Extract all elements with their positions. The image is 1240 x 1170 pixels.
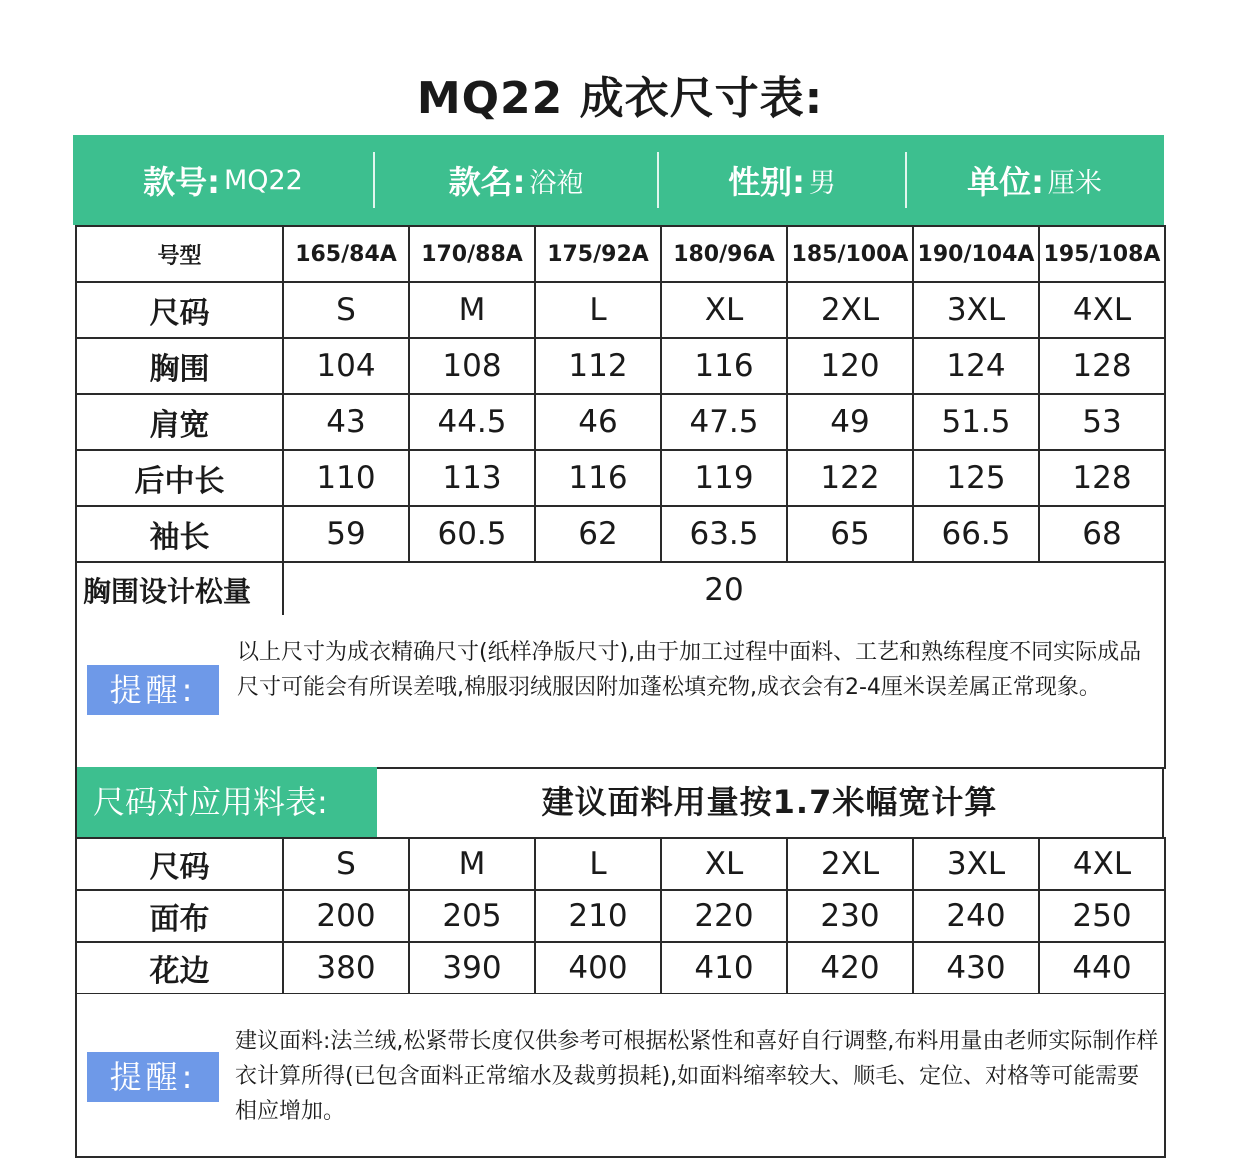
table-row: [76, 838, 1165, 890]
ease-label: 胸围设计松量: [76, 562, 283, 618]
table-cell: 210: [535, 890, 661, 942]
fabric-section-header: [75, 767, 1164, 837]
table-cell: 124: [913, 338, 1039, 394]
table-row: [76, 226, 1165, 282]
table-row: [76, 506, 1165, 562]
table-row: [76, 282, 1165, 338]
table-cell: 170/88A: [409, 226, 535, 282]
ease-row: [76, 562, 1165, 618]
table-cell: 66.5: [913, 506, 1039, 562]
table-cell: M: [409, 838, 535, 890]
style-name-label: 款名:: [448, 163, 526, 201]
table-cell: 113: [409, 450, 535, 506]
table-cell: 3XL: [913, 838, 1039, 890]
gender-cell: [659, 135, 905, 225]
row-label: 袖长: [76, 506, 283, 562]
table-cell: 175/92A: [535, 226, 661, 282]
reminder-badge: 提醒:: [87, 1052, 219, 1102]
table-cell: 380: [283, 942, 409, 994]
style-no-cell: [73, 135, 373, 225]
row-label: 尺码: [76, 838, 283, 890]
table-cell: 200: [283, 890, 409, 942]
style-no-label: 款号:: [143, 163, 220, 201]
table-cell: 4XL: [1039, 838, 1165, 890]
unit-value: 厘米: [1047, 167, 1102, 199]
table-cell: 410: [661, 942, 787, 994]
fabric-table-tag: 尺码对应用料表:: [77, 767, 377, 837]
table-cell: 128: [1039, 450, 1165, 506]
table-cell: 47.5: [661, 394, 787, 450]
table-cell: L: [535, 838, 661, 890]
row-label: 胸围: [76, 338, 283, 394]
table-cell: 53: [1039, 394, 1165, 450]
table-cell: L: [535, 282, 661, 338]
size-table: [75, 225, 1166, 619]
table-row: [76, 890, 1165, 942]
table-cell: 220: [661, 890, 787, 942]
table-cell: 165/84A: [283, 226, 409, 282]
row-label: 后中长: [76, 450, 283, 506]
unit-label: 单位:: [967, 163, 1044, 201]
style-no-value: MQ22: [223, 164, 303, 196]
table-cell: 2XL: [787, 282, 913, 338]
reminder-badge: 提醒:: [87, 665, 219, 715]
table-cell: 49: [787, 394, 913, 450]
style-name-value: 浴袍: [529, 167, 584, 199]
table-cell: 230: [787, 890, 913, 942]
table-cell: 400: [535, 942, 661, 994]
table-cell: 68: [1039, 506, 1165, 562]
reminder-text: 以上尺寸为成衣精确尺寸(纸样净版尺寸),由于加工过程中面料、工艺和熟练程度不同实际成品尺寸可能会有所误差哦,棉服羽绒服因附加蓬松填充物,成衣会有2-4厘米误差属正常现象。: [237, 640, 1142, 700]
table-cell: 46: [535, 394, 661, 450]
reminder-box: [75, 615, 1166, 769]
table-cell: 110: [283, 450, 409, 506]
table-cell: 420: [787, 942, 913, 994]
table-cell: XL: [661, 838, 787, 890]
table-cell: 116: [661, 338, 787, 394]
fabric-reminder-box: [75, 994, 1166, 1158]
table-cell: S: [283, 838, 409, 890]
table-row: [76, 338, 1165, 394]
gender-label: 性别:: [728, 163, 805, 201]
table-cell: 180/96A: [661, 226, 787, 282]
table-cell: 390: [409, 942, 535, 994]
table-cell: 205: [409, 890, 535, 942]
gender-value: 男: [808, 167, 836, 199]
table-cell: 240: [913, 890, 1039, 942]
table-cell: 120: [787, 338, 913, 394]
table-cell: 119: [661, 450, 787, 506]
table-cell: 440: [1039, 942, 1165, 994]
table-cell: M: [409, 282, 535, 338]
table-cell: 62: [535, 506, 661, 562]
fabric-table: [75, 837, 1166, 995]
table-cell: 63.5: [661, 506, 787, 562]
page-title: MQ22 成衣尺寸表:: [416, 73, 824, 124]
row-label: 号型: [76, 226, 283, 282]
style-name-cell: [375, 135, 657, 225]
table-cell: XL: [661, 282, 787, 338]
row-label: 面布: [76, 890, 283, 942]
table-cell: 125: [913, 450, 1039, 506]
table-cell: 112: [535, 338, 661, 394]
table-cell: 3XL: [913, 282, 1039, 338]
table-cell: 60.5: [409, 506, 535, 562]
table-cell: 195/108A: [1039, 226, 1165, 282]
table-cell: 122: [787, 450, 913, 506]
row-label: 花边: [76, 942, 283, 994]
row-label: 肩宽: [76, 394, 283, 450]
reminder-text: 建议面料:法兰绒,松紧带长度仅供参考可根据松紧性和喜好自行调整,布料用量由老师实际制作样衣计算所得(已包含面料正常缩水及裁剪损耗),如面料缩率较大、顺毛、定位、对格等可能需要相应增加。: [235, 1029, 1159, 1124]
fabric-width-note: 建议面料用量按1.7米幅宽计算: [541, 783, 998, 821]
table-row: [76, 450, 1165, 506]
table-cell: 4XL: [1039, 282, 1165, 338]
table-cell: 43: [283, 394, 409, 450]
table-cell: 185/100A: [787, 226, 913, 282]
table-cell: 104: [283, 338, 409, 394]
table-cell: 65: [787, 506, 913, 562]
table-cell: 108: [409, 338, 535, 394]
table-row: [76, 394, 1165, 450]
table-cell: 430: [913, 942, 1039, 994]
row-label: 尺码: [76, 282, 283, 338]
table-cell: 59: [283, 506, 409, 562]
unit-cell: [907, 135, 1162, 225]
table-cell: 2XL: [787, 838, 913, 890]
table-cell: 44.5: [409, 394, 535, 450]
table-cell: 51.5: [913, 394, 1039, 450]
table-cell: 116: [535, 450, 661, 506]
table-row: [76, 942, 1165, 994]
table-cell: 128: [1039, 338, 1165, 394]
style-info-bar: [73, 135, 1164, 225]
table-cell: S: [283, 282, 409, 338]
table-cell: 190/104A: [913, 226, 1039, 282]
table-cell: 250: [1039, 890, 1165, 942]
ease-value: 20: [283, 562, 1165, 618]
